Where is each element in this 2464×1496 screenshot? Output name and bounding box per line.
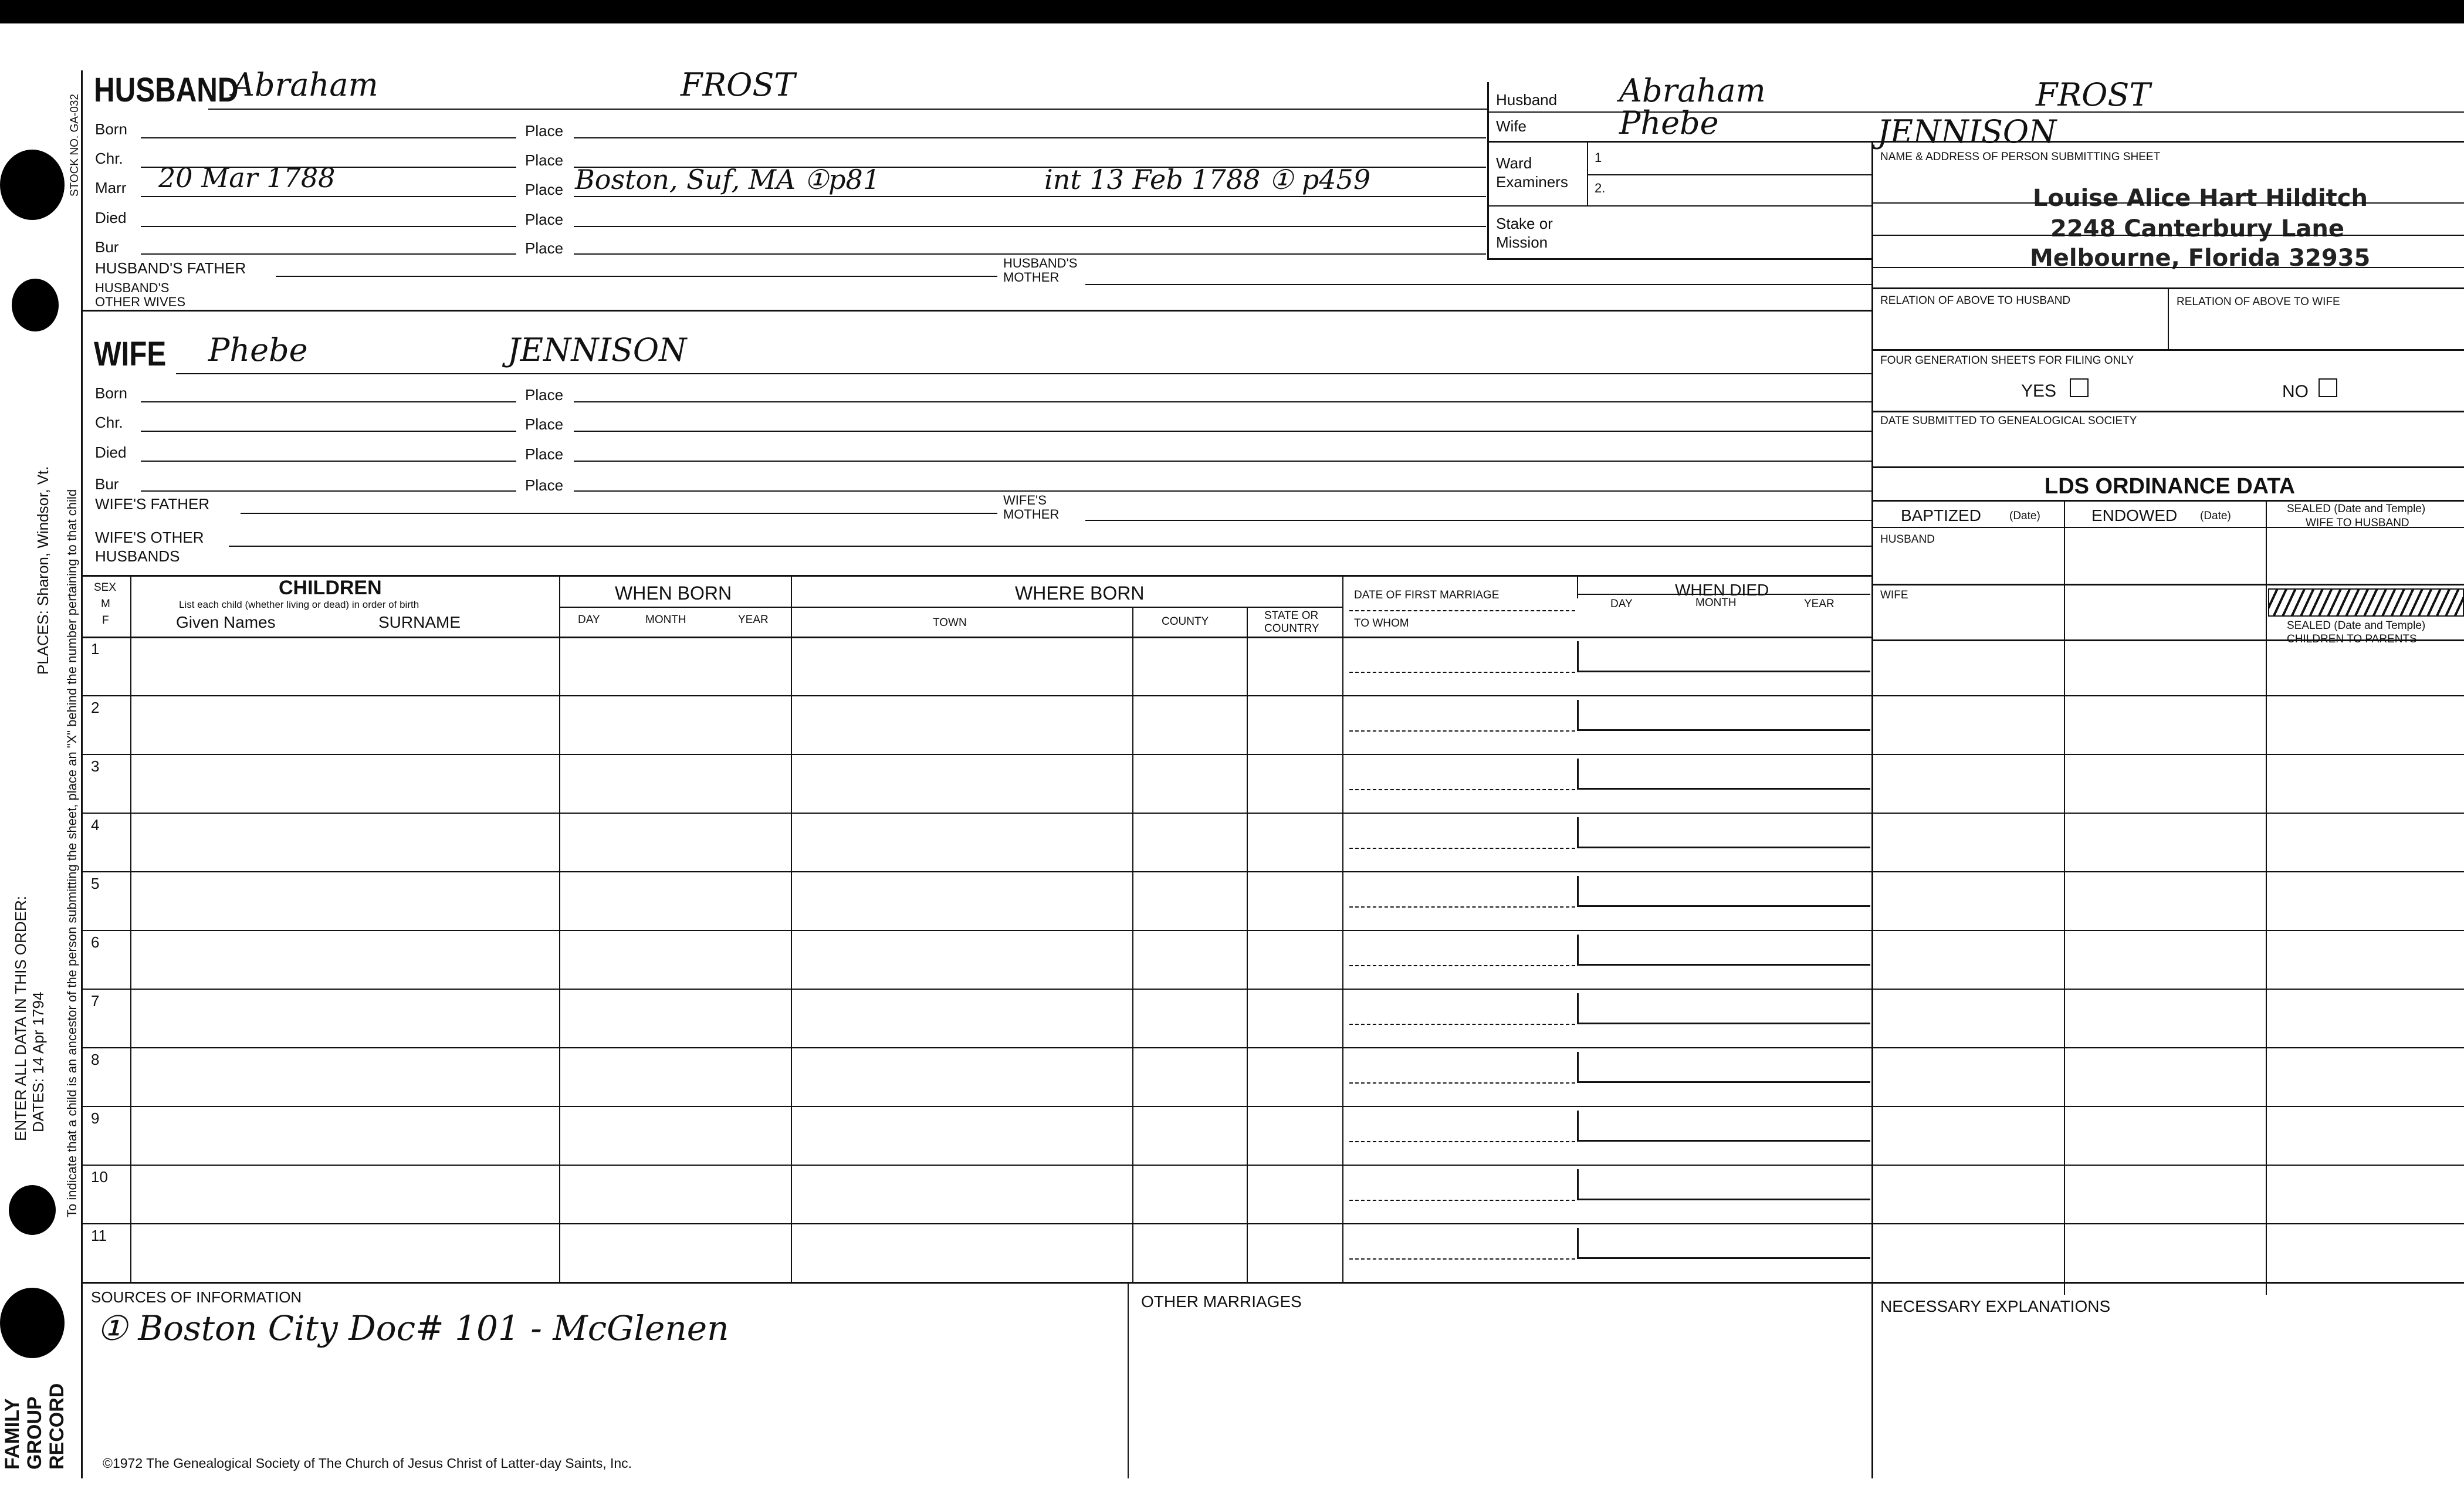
baptized-label: BAPTIZED [1901, 506, 1981, 524]
child-row-number: 2 [91, 699, 100, 716]
sealed-wh-label-2: WIFE TO HUSBAND [2306, 517, 2409, 529]
lds-title-bottom [1871, 500, 2464, 502]
col-names [559, 575, 560, 1282]
right-panel-left-border [1871, 141, 1873, 1478]
when-born-label: WHEN BORN [615, 583, 732, 604]
died-date-line [141, 226, 516, 227]
wife-chr-date-line [141, 431, 516, 432]
child-died-bracket [1577, 935, 1579, 964]
child-died-bracket [1577, 700, 1579, 729]
col-died [1577, 575, 1578, 598]
wife-died-place-line [574, 461, 1871, 462]
header-box-left [1487, 82, 1489, 258]
necessary-explanations-label: NECESSARY EXPLANATIONS [1880, 1297, 2111, 1315]
lds-title: LDS ORDINANCE DATA [2045, 474, 2296, 499]
wife-mother-label: WIFE'S [1003, 493, 1047, 507]
child-marriage-dash [1349, 730, 1575, 732]
children-title: CHILDREN [279, 577, 382, 599]
wife-father-line [241, 513, 997, 514]
lds-husband-bottom [1871, 584, 2464, 585]
wife-bur-place-line [574, 490, 1871, 492]
examiners-divider [1587, 141, 1588, 205]
endowed-label: ENDOWED [2091, 506, 2178, 524]
examiner-line-1 [1587, 174, 1871, 175]
child-died-line [1577, 964, 1870, 966]
header-husband-surname[interactable]: FROST [2036, 76, 2151, 113]
child-row-line [81, 1223, 2464, 1224]
child-marriage-dash [1349, 1082, 1575, 1084]
sex-label: SEX [94, 581, 117, 594]
child-died-bracket [1577, 759, 1579, 788]
examiner-1: 1 [1595, 150, 1602, 165]
wife-born-label: Born [95, 384, 127, 402]
sealed-cp-label-2: CHILDREN TO PARENTS [2287, 633, 2417, 645]
sealed-cp-label: SEALED (Date and Temple) [2287, 620, 2426, 632]
wife-other-line [229, 546, 1871, 547]
submitter-label: NAME & ADDRESS OF PERSON SUBMITTING SHEET [1880, 151, 2161, 163]
place-label: Place [525, 386, 564, 404]
punch-hole [9, 1185, 56, 1235]
husband-mother-label: HUSBAND'S [1003, 256, 1078, 270]
husband-chr-label: Chr. [95, 150, 123, 167]
place-label: Place [525, 445, 564, 463]
four-gen-label: FOUR GENERATION SHEETS FOR FILING ONLY [1880, 354, 2134, 367]
place-label: Place [525, 211, 564, 228]
form-title-record: RECORD [46, 1383, 68, 1470]
bur-date-line [141, 253, 516, 255]
child-marriage-dash [1349, 848, 1575, 849]
child-died-line [1577, 1081, 1870, 1083]
sex-f-label: F [102, 614, 109, 627]
lds-wife-label: WIFE [1880, 589, 1908, 601]
died-month-label: MONTH [1695, 597, 1737, 609]
marr-date-line [141, 196, 516, 197]
form-left-border [81, 70, 83, 1478]
submitter-city[interactable]: Melbourne, Florida 32935 [2030, 245, 2371, 272]
child-died-line [1577, 729, 1870, 731]
form-title-group: GROUP [23, 1396, 46, 1470]
relation-husband-label: RELATION OF ABOVE TO HUSBAND [1880, 295, 2071, 307]
child-died-bracket [1577, 1052, 1579, 1081]
no-label: NO [2282, 382, 2309, 401]
sources-label: SOURCES OF INFORMATION [91, 1288, 302, 1306]
other-marriages-divider [1128, 1282, 1129, 1478]
col-sex [130, 575, 131, 1282]
place-label: Place [525, 476, 564, 494]
child-row-number: 5 [91, 875, 100, 892]
other-marriages-label: OTHER MARRIAGES [1141, 1292, 1302, 1311]
state-label: STATE OR [1264, 610, 1319, 622]
child-row-line [81, 1106, 2464, 1107]
child-row-line [81, 754, 2464, 755]
col-county [1247, 607, 1248, 1282]
children-table-bottom [81, 1282, 2464, 1284]
surname-label: SURNAME [378, 613, 461, 631]
child-marriage-dash [1349, 965, 1575, 966]
husband-section-bottom [81, 310, 1871, 312]
husband-surname[interactable]: FROST [681, 66, 796, 103]
child-row-line [81, 871, 2464, 872]
header-husband-given[interactable]: Abraham [1619, 72, 1766, 109]
relation-wife-label: RELATION OF ABOVE TO WIFE [2177, 296, 2340, 308]
no-checkbox[interactable] [2319, 378, 2337, 397]
place-label: Place [525, 239, 564, 257]
child-marriage-dash [1349, 672, 1575, 673]
county-label: COUNTY [1162, 615, 1209, 628]
punch-hole [12, 279, 59, 331]
endowed-date-label: (Date) [2200, 510, 2231, 522]
header-wife-surname[interactable]: JENNISON [1877, 113, 2057, 150]
mission-label: Mission [1496, 233, 1548, 251]
place-label: Place [525, 122, 564, 140]
wife-chr-place-line [574, 431, 1871, 432]
child-row-line [81, 989, 2464, 990]
country-label: COUNTRY [1264, 622, 1319, 635]
copyright-notice: ©1972 The Genealogical Society of The Church of Jesus Christ of Latter-day Saints, Inc. [103, 1456, 632, 1471]
child-died-bracket [1577, 993, 1579, 1023]
born-month-label: MONTH [645, 614, 686, 626]
child-row-number: 4 [91, 816, 100, 834]
child-died-bracket [1577, 1111, 1579, 1140]
wife-given-name[interactable]: Phebe [208, 331, 308, 368]
child-row-number: 3 [91, 757, 100, 775]
top-border [0, 0, 2464, 23]
husband-father-line [276, 276, 997, 277]
wife-mother-line [1085, 520, 1871, 521]
wife-heading: WIFE [94, 335, 167, 373]
to-whom-label: TO WHOM [1354, 617, 1409, 629]
child-row-line [81, 1047, 2464, 1048]
marr-place-line [574, 196, 1486, 197]
children-header-bottom [81, 637, 1871, 638]
date-submitted-label: DATE SUBMITTED TO GENEALOGICAL SOCIETY [1880, 415, 2137, 427]
town-label: TOWN [933, 617, 967, 629]
marriage-header-dash [1349, 610, 1575, 611]
sealed-wh-label: SEALED (Date and Temple) [2287, 503, 2426, 515]
enter-all-label: ENTER ALL DATA IN THIS ORDER: [12, 895, 29, 1141]
wife-other-husbands-label: WIFE'S OTHER [95, 529, 204, 546]
bur-place-line [574, 253, 1486, 255]
husband-other-wives-label: HUSBAND'S [95, 280, 170, 295]
child-marriage-dash [1349, 789, 1575, 790]
wife-name-line [176, 373, 1871, 374]
child-died-bracket [1577, 876, 1579, 905]
child-died-line [1577, 1023, 1870, 1024]
child-died-bracket [1577, 1228, 1579, 1257]
examiner-line-2 [1487, 205, 1871, 207]
child-marriage-dash [1349, 1258, 1575, 1260]
child-row-number: 6 [91, 933, 100, 951]
wife-bur-date-line [141, 490, 516, 492]
places-label: PLACES: Sharon, Windsor, Vt. [34, 466, 52, 675]
when-died-label: WHEN DIED [1675, 581, 1769, 599]
col-state [1342, 575, 1343, 1282]
lds-header-line [1871, 527, 2464, 528]
header-wife-given[interactable]: Phebe [1619, 104, 1719, 141]
yes-checkbox[interactable] [2070, 378, 2089, 397]
born-year-label: YEAR [738, 614, 769, 626]
child-marriage-dash [1349, 906, 1575, 908]
child-instruction: To indicate that a child is an ancestor of the person submitting the sheet, place an "X" behind the number pertaining to that child [65, 489, 79, 1217]
died-place-line [574, 226, 1486, 227]
husband-father-label: HUSBAND'S FATHER [95, 259, 246, 277]
lds-col-2 [2266, 500, 2267, 1295]
child-marriage-dash [1349, 1141, 1575, 1142]
examiners-label: Examiners [1496, 173, 1568, 191]
examiner-2: 2. [1595, 181, 1606, 195]
husband-died-label: Died [95, 209, 127, 226]
husband-other-wives-label-2: OTHER WIVES [95, 295, 186, 309]
wife-born-date-line [141, 401, 516, 402]
header-box-bottom [1487, 258, 1871, 260]
child-row-line [81, 1165, 2464, 1166]
baptized-date-label: (Date) [2009, 510, 2040, 522]
lds-husband-label: HUSBAND [1880, 533, 1935, 546]
relation-divider [2168, 287, 2169, 349]
child-died-line [1577, 847, 1870, 848]
sex-m-label: M [101, 598, 110, 610]
child-row-number: 7 [91, 992, 100, 1010]
child-died-line [1577, 1257, 1870, 1259]
wife-chr-label: Chr. [95, 414, 123, 431]
submitter-line-1 [1871, 202, 2464, 204]
marriage-place[interactable]: Boston, Suf, MA ①p81 [575, 164, 881, 195]
child-died-line [1577, 788, 1870, 790]
husband-bur-label: Bur [95, 238, 119, 256]
col-town [1132, 607, 1133, 1282]
marriage-intention-note[interactable]: int 13 Feb 1788 ① p459 [1044, 164, 1371, 195]
form-title-family: FAMILY [1, 1398, 23, 1470]
husband-mother-line [1085, 284, 1871, 285]
relation-bottom [1871, 349, 2464, 351]
ward-label: Ward [1496, 154, 1532, 172]
children-instruction: List each child (whether living or dead) in order of birth [179, 599, 419, 610]
wife-surname[interactable]: JENNISON [507, 331, 687, 368]
submitter-street[interactable]: 2248 Canterbury Lane [2050, 215, 2344, 242]
where-born-label: WHERE BORN [1015, 583, 1145, 604]
four-gen-bottom [1871, 411, 2464, 412]
child-row-number: 10 [91, 1168, 108, 1186]
dates-label: DATES: 14 Apr 1794 [29, 991, 47, 1132]
died-year-label: YEAR [1804, 598, 1835, 610]
husband-born-label: Born [95, 120, 127, 138]
stock-number: STOCK NO. GA-032 [69, 94, 81, 197]
wife-died-date-line [141, 461, 516, 462]
child-died-bracket [1577, 641, 1579, 671]
wife-bur-label: Bur [95, 475, 119, 493]
child-died-line [1577, 671, 1870, 672]
place-label: Place [525, 415, 564, 433]
husband-given-name[interactable]: Abraham [232, 66, 378, 103]
header-wife-label: Wife [1496, 117, 1527, 135]
wife-died-label: Died [95, 444, 127, 461]
stake-label: Stake or [1496, 215, 1553, 232]
child-died-line [1577, 1140, 1870, 1142]
date-submitted-bottom [1871, 466, 2464, 468]
marriage-date[interactable]: 20 Mar 1788 [158, 162, 336, 194]
husband-name-line [208, 109, 1487, 110]
col-born [791, 575, 792, 1282]
child-died-bracket [1577, 1169, 1579, 1199]
child-row-number: 1 [91, 640, 100, 658]
place-label: Place [525, 181, 564, 198]
punch-hole [0, 1288, 65, 1358]
header-husband-label: Husband [1496, 91, 1558, 109]
when-born-divider [559, 607, 791, 608]
child-died-line [1577, 1199, 1870, 1200]
wife-mother-label-2: MOTHER [1003, 507, 1060, 522]
place-label: Place [525, 151, 564, 169]
child-row-number: 9 [91, 1109, 100, 1127]
wife-other-husbands-label-2: HUSBANDS [95, 547, 180, 565]
child-row-line [81, 930, 2464, 931]
submitter-line-3 [1871, 267, 2464, 268]
child-died-line [1577, 905, 1870, 907]
husband-marr-label: Marr [95, 179, 127, 197]
submitter-line-2 [1871, 235, 2464, 236]
husband-mother-label-2: MOTHER [1003, 270, 1060, 285]
sealed-wife-hatch [2268, 588, 2464, 617]
first-marriage-label: DATE OF FIRST MARRIAGE [1354, 589, 1500, 601]
child-died-bracket [1577, 817, 1579, 847]
born-place-line [574, 137, 1486, 138]
wife-born-place-line [574, 401, 1871, 402]
child-marriage-dash [1349, 1200, 1575, 1201]
born-day-label: DAY [578, 614, 600, 626]
wife-father-label: WIFE'S FATHER [95, 495, 210, 513]
child-marriage-dash [1349, 1024, 1575, 1025]
child-row-number: 11 [91, 1227, 107, 1244]
when-died-divider [1577, 594, 1870, 595]
yes-label: YES [2021, 381, 2057, 401]
died-day-label: DAY [1610, 598, 1633, 610]
sources-value[interactable]: ① Boston City Doc# 101 - McGlenen [97, 1308, 729, 1348]
given-names-label: Given Names [176, 613, 276, 631]
child-row-line [81, 813, 2464, 814]
header-wife-line [1487, 141, 2464, 143]
lds-col-1 [2064, 500, 2065, 1295]
child-row-number: 8 [91, 1051, 100, 1068]
submitter-name[interactable]: Louise Alice Hart Hilditch [2033, 185, 2368, 212]
punch-hole [0, 150, 65, 220]
husband-heading: HUSBAND [94, 71, 239, 109]
child-row-line [81, 695, 2464, 696]
where-born-divider [791, 607, 1342, 608]
born-date-line [141, 137, 516, 138]
